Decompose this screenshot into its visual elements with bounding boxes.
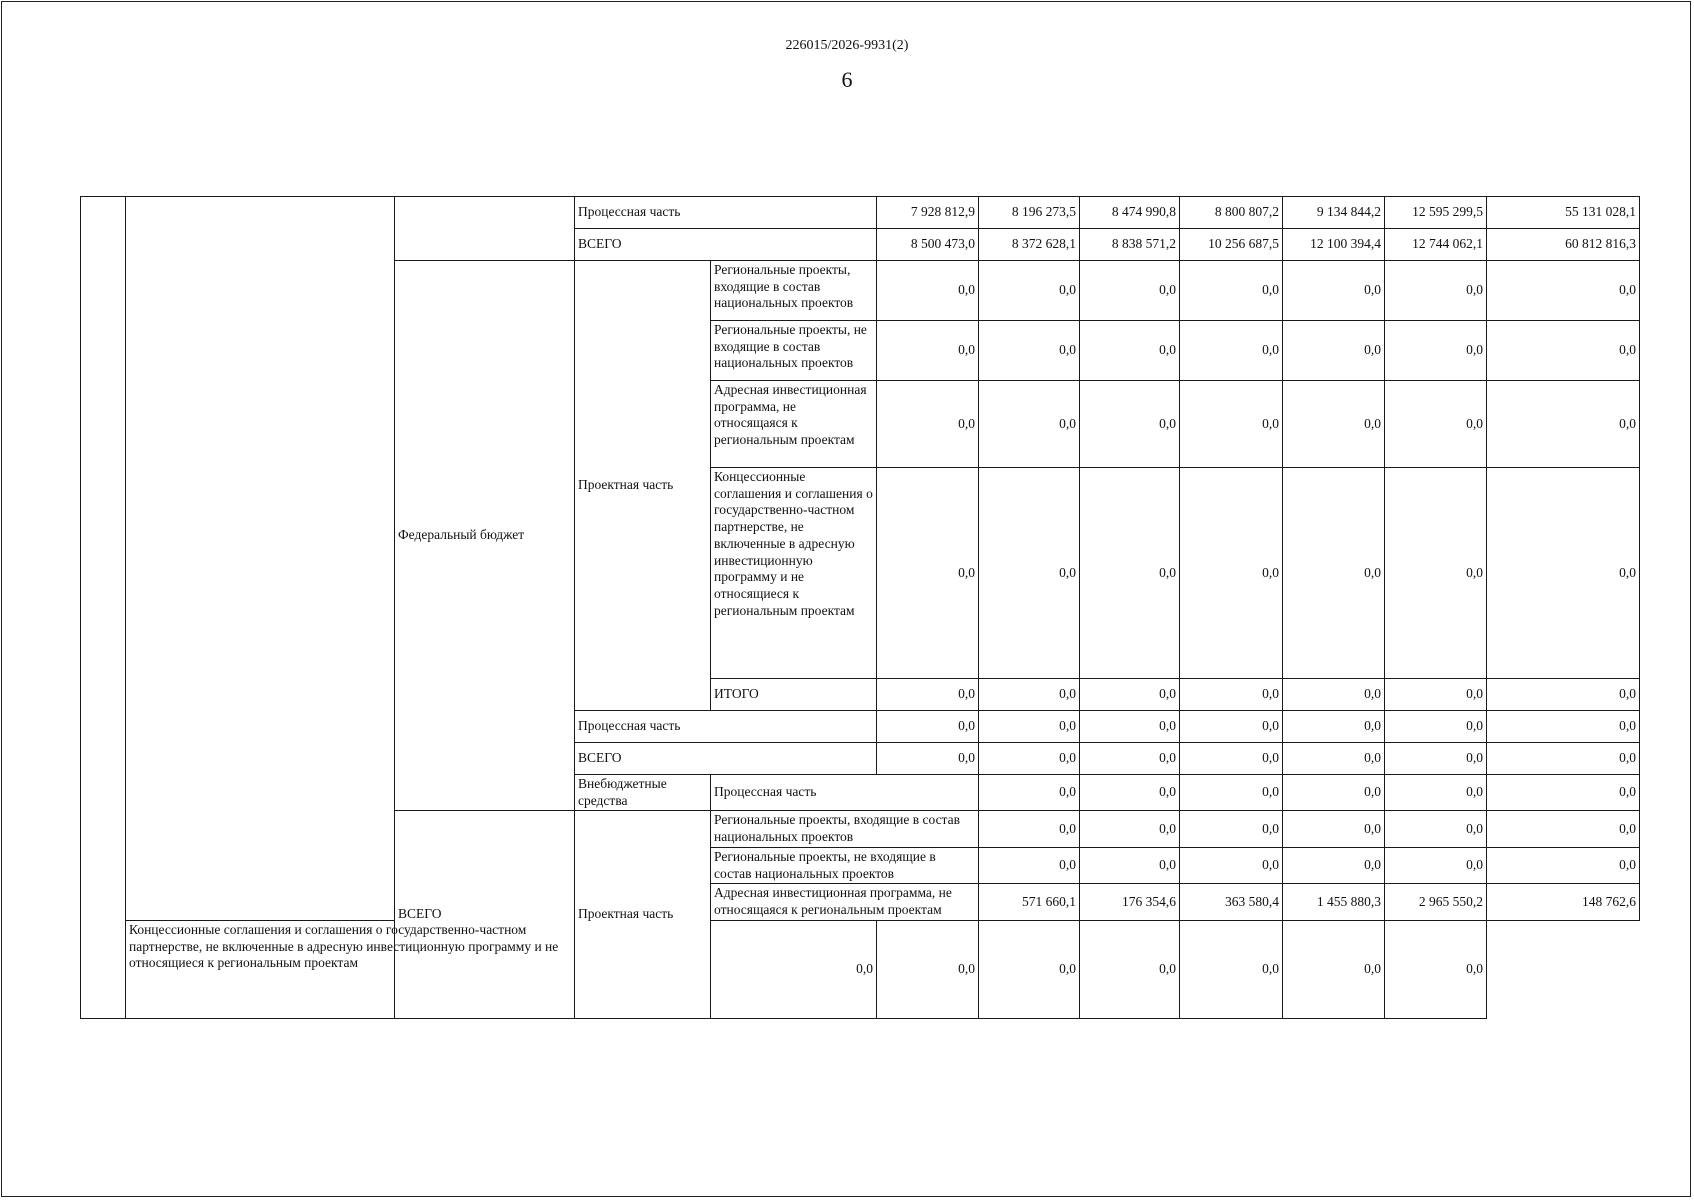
value-cell: 0,0 bbox=[979, 743, 1080, 775]
program-cell bbox=[126, 197, 395, 921]
value-cell: 12 595 299,5 bbox=[1385, 197, 1487, 229]
project-part-label: Проектная часть bbox=[575, 811, 711, 1018]
row-label: ВСЕГО bbox=[575, 229, 877, 261]
table-row bbox=[81, 920, 1640, 1018]
value-cell: 0,0 bbox=[979, 321, 1080, 381]
value-cell: 0,0 bbox=[1180, 811, 1283, 847]
value-cell: 0,0 bbox=[1487, 775, 1640, 811]
source-label: Внебюджетные средства bbox=[575, 775, 711, 811]
value-cell: 0,0 bbox=[1385, 321, 1487, 381]
value-cell: 0,0 bbox=[1283, 711, 1385, 743]
budget-table bbox=[80, 196, 1640, 1019]
value-cell: 12 100 394,4 bbox=[1283, 229, 1385, 261]
index-column-cell bbox=[81, 197, 126, 1019]
value-cell: 0,0 bbox=[1180, 321, 1283, 381]
value-cell: 0,0 bbox=[1385, 847, 1487, 883]
value-cell: 0,0 bbox=[1180, 679, 1283, 711]
row-label: Региональные проекты, входящие в состав национальных проектов bbox=[711, 811, 979, 847]
value-cell: 0,0 bbox=[1080, 775, 1180, 811]
value-cell: 0,0 bbox=[1487, 711, 1640, 743]
value-cell: 0,0 bbox=[979, 920, 1080, 1018]
value-cell: 0,0 bbox=[1487, 321, 1640, 381]
row-label: Адресная инвестиционная программа, не относящаяся к региональным проектам bbox=[711, 381, 877, 468]
value-cell: 0,0 bbox=[979, 261, 1080, 321]
project-part-label: Проектная часть bbox=[575, 261, 711, 711]
value-cell: 176 354,6 bbox=[1080, 884, 1180, 920]
row-label: ВСЕГО bbox=[575, 743, 877, 775]
value-cell: 0,0 bbox=[1487, 679, 1640, 711]
value-cell: 0,0 bbox=[1385, 920, 1487, 1018]
value-cell: 0,0 bbox=[1283, 920, 1385, 1018]
value-cell: 0,0 bbox=[1080, 743, 1180, 775]
value-cell: 0,0 bbox=[1487, 261, 1640, 321]
value-cell: 0,0 bbox=[1385, 261, 1487, 321]
value-cell: 0,0 bbox=[1080, 711, 1180, 743]
row-label: Процессная часть bbox=[575, 711, 877, 743]
value-cell: 0,0 bbox=[877, 261, 979, 321]
value-cell: 0,0 bbox=[877, 920, 979, 1018]
value-cell: 0,0 bbox=[1283, 775, 1385, 811]
value-cell: 0,0 bbox=[1283, 261, 1385, 321]
row-label: Концессионные соглашения и соглашения о государственно-частном партнерстве, не включенные в адресную инвестиционную программу и не относящиеся к региональным проектам bbox=[126, 920, 575, 1018]
value-cell: 0,0 bbox=[1080, 847, 1180, 883]
row-label: Региональные проекты, не входящие в состав национальных проектов bbox=[711, 321, 877, 381]
value-cell: 8 838 571,2 bbox=[1080, 229, 1180, 261]
value-cell: 0,0 bbox=[1283, 847, 1385, 883]
row-label: Процессная часть bbox=[711, 775, 979, 811]
row-label: Адресная инвестиционная программа, не относящаяся к региональным проектам bbox=[711, 884, 979, 920]
value-cell: 0,0 bbox=[1180, 468, 1283, 679]
value-cell: 0,0 bbox=[1080, 811, 1180, 847]
value-cell: 0,0 bbox=[1283, 468, 1385, 679]
value-cell: 0,0 bbox=[1180, 775, 1283, 811]
grand-total-label: ВСЕГО bbox=[395, 811, 575, 1018]
value-cell: 0,0 bbox=[1283, 811, 1385, 847]
value-cell: 1 455 880,3 bbox=[1283, 884, 1385, 920]
value-cell: 8 500 473,0 bbox=[877, 229, 979, 261]
value-cell: 363 580,4 bbox=[1180, 884, 1283, 920]
value-cell: 571 660,1 bbox=[979, 884, 1080, 920]
value-cell: 7 928 812,9 bbox=[877, 197, 979, 229]
value-cell: 0,0 bbox=[877, 321, 979, 381]
value-cell: 0,0 bbox=[1080, 468, 1180, 679]
value-cell: 0,0 bbox=[1080, 381, 1180, 468]
value-cell: 0,0 bbox=[1180, 743, 1283, 775]
value-cell: 148 762,6 bbox=[1487, 884, 1640, 920]
value-cell: 0,0 bbox=[979, 381, 1080, 468]
value-cell: 0,0 bbox=[1385, 381, 1487, 468]
value-cell: 0,0 bbox=[979, 775, 1080, 811]
value-cell: 8 800 807,2 bbox=[1180, 197, 1283, 229]
value-cell: 0,0 bbox=[1487, 381, 1640, 468]
row-label: Региональные проекты, входящие в состав национальных проектов bbox=[711, 261, 877, 321]
source-cell bbox=[395, 197, 575, 261]
value-cell: 0,0 bbox=[877, 711, 979, 743]
row-label: Региональные проекты, не входящие в состав национальных проектов bbox=[711, 847, 979, 883]
value-cell: 0,0 bbox=[1385, 775, 1487, 811]
value-cell: 0,0 bbox=[979, 468, 1080, 679]
value-cell: 8 196 273,5 bbox=[979, 197, 1080, 229]
value-cell: 0,0 bbox=[1283, 321, 1385, 381]
value-cell: 0,0 bbox=[979, 679, 1080, 711]
value-cell: 0,0 bbox=[877, 743, 979, 775]
value-cell: 0,0 bbox=[1080, 920, 1180, 1018]
row-label: Процессная часть bbox=[575, 197, 877, 229]
value-cell: 0,0 bbox=[1283, 381, 1385, 468]
value-cell: 0,0 bbox=[711, 920, 877, 1018]
value-cell: 0,0 bbox=[1180, 847, 1283, 883]
value-cell: 8 372 628,1 bbox=[979, 229, 1080, 261]
value-cell: 0,0 bbox=[1180, 711, 1283, 743]
value-cell: 0,0 bbox=[1487, 847, 1640, 883]
value-cell: 0,0 bbox=[1487, 811, 1640, 847]
row-label: Концессионные соглашения и соглашения о государственно-частном партнерстве, не включенные в адресную инвестиционную программу и не относящиеся к региональным проектам bbox=[711, 468, 877, 679]
value-cell: 55 131 028,1 bbox=[1487, 197, 1640, 229]
value-cell: 0,0 bbox=[1385, 811, 1487, 847]
value-cell: 2 965 550,2 bbox=[1385, 884, 1487, 920]
value-cell: 0,0 bbox=[1283, 679, 1385, 711]
value-cell: 0,0 bbox=[1180, 920, 1283, 1018]
table-row bbox=[81, 197, 1640, 229]
value-cell: 0,0 bbox=[1180, 381, 1283, 468]
value-cell: 0,0 bbox=[979, 847, 1080, 883]
value-cell: 0,0 bbox=[1180, 261, 1283, 321]
value-cell: 0,0 bbox=[1385, 679, 1487, 711]
value-cell: 0,0 bbox=[979, 711, 1080, 743]
source-label: Федеральный бюджет bbox=[395, 261, 575, 811]
value-cell: 0,0 bbox=[1283, 743, 1385, 775]
row-label: ИТОГО bbox=[711, 679, 877, 711]
value-cell: 60 812 816,3 bbox=[1487, 229, 1640, 261]
value-cell: 0,0 bbox=[877, 381, 979, 468]
value-cell: 12 744 062,1 bbox=[1385, 229, 1487, 261]
value-cell: 0,0 bbox=[1385, 711, 1487, 743]
value-cell: 8 474 990,8 bbox=[1080, 197, 1180, 229]
value-cell: 0,0 bbox=[1385, 743, 1487, 775]
value-cell: 0,0 bbox=[1080, 679, 1180, 711]
value-cell: 0,0 bbox=[979, 811, 1080, 847]
value-cell: 0,0 bbox=[1080, 321, 1180, 381]
value-cell: 0,0 bbox=[877, 679, 979, 711]
value-cell: 9 134 844,2 bbox=[1283, 197, 1385, 229]
value-cell: 0,0 bbox=[1080, 261, 1180, 321]
value-cell: 0,0 bbox=[877, 468, 979, 679]
value-cell: 0,0 bbox=[1487, 743, 1640, 775]
document-number: 226015/2026-9931(2) bbox=[785, 38, 909, 53]
value-cell: 10 256 687,5 bbox=[1180, 229, 1283, 261]
value-cell: 0,0 bbox=[1385, 468, 1487, 679]
value-cell: 0,0 bbox=[1487, 468, 1640, 679]
page-number: 6 bbox=[841, 67, 853, 92]
